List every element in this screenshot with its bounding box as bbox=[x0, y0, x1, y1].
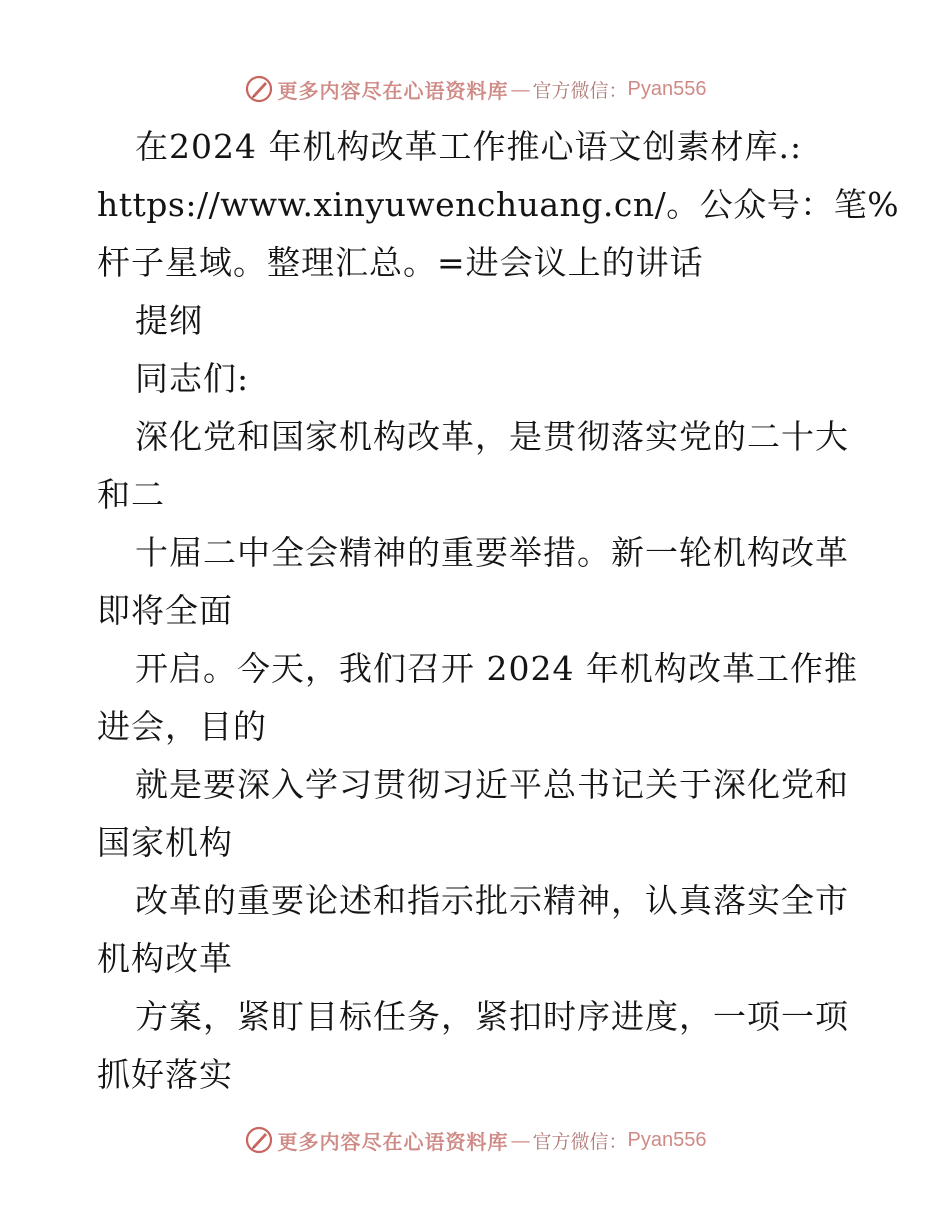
watermark-label: 官方微信： bbox=[532, 1130, 628, 1153]
header-watermark bbox=[0, 72, 950, 106]
watermark-id: Pyan556 bbox=[627, 77, 707, 100]
pen-logo-icon bbox=[244, 1125, 274, 1155]
text-line: 即将全面 bbox=[97, 591, 233, 630]
text-line: 深化党和国家机构改革，是贯彻落实党的二十大 bbox=[135, 417, 849, 456]
watermark-site-text: 更多内容尽在心语资料库 bbox=[277, 78, 509, 103]
watermark-dash: — bbox=[510, 77, 531, 101]
footer-watermark bbox=[0, 1123, 950, 1157]
text-line: 在2024 年机构改革工作推心语文创素材库.: bbox=[135, 127, 803, 166]
text-line: 十届二中全会精神的重要举措。新一轮机构改革 bbox=[135, 533, 849, 572]
text-line: 进会，目的 bbox=[97, 707, 267, 746]
text-line: 机构改革 bbox=[97, 939, 233, 978]
watermark-id: Pyan556 bbox=[627, 1128, 707, 1151]
text-line: 同志们: bbox=[135, 359, 250, 398]
watermark-dash: — bbox=[510, 1128, 531, 1152]
document-body bbox=[97, 118, 900, 1104]
text-line: 杆子星域。整理汇总。=进会议上的讲话 bbox=[97, 243, 704, 282]
text-line: 改革的重要论述和指示批示精神，认真落实全市 bbox=[135, 881, 849, 920]
text-line: https://www.xinyuwenchuang.cn/。公众号：笔% bbox=[97, 185, 900, 224]
text-line: 开启。今天，我们召开 2024 年机构改革工作推 bbox=[135, 649, 858, 688]
text-line: 提纲 bbox=[135, 301, 203, 340]
text-line: 方案，紧盯目标任务，紧扣时序进度，一项一项 bbox=[135, 997, 849, 1036]
pen-logo-icon bbox=[244, 74, 274, 104]
watermark-site-text: 更多内容尽在心语资料库 bbox=[277, 1129, 509, 1154]
watermark-label: 官方微信： bbox=[532, 79, 628, 102]
text-line: 就是要深入学习贯彻习近平总书记关于深化党和 bbox=[135, 765, 849, 804]
text-line: 抓好落实 bbox=[97, 1055, 233, 1094]
text-line: 国家机构 bbox=[97, 823, 233, 862]
text-line: 和二 bbox=[97, 475, 165, 514]
